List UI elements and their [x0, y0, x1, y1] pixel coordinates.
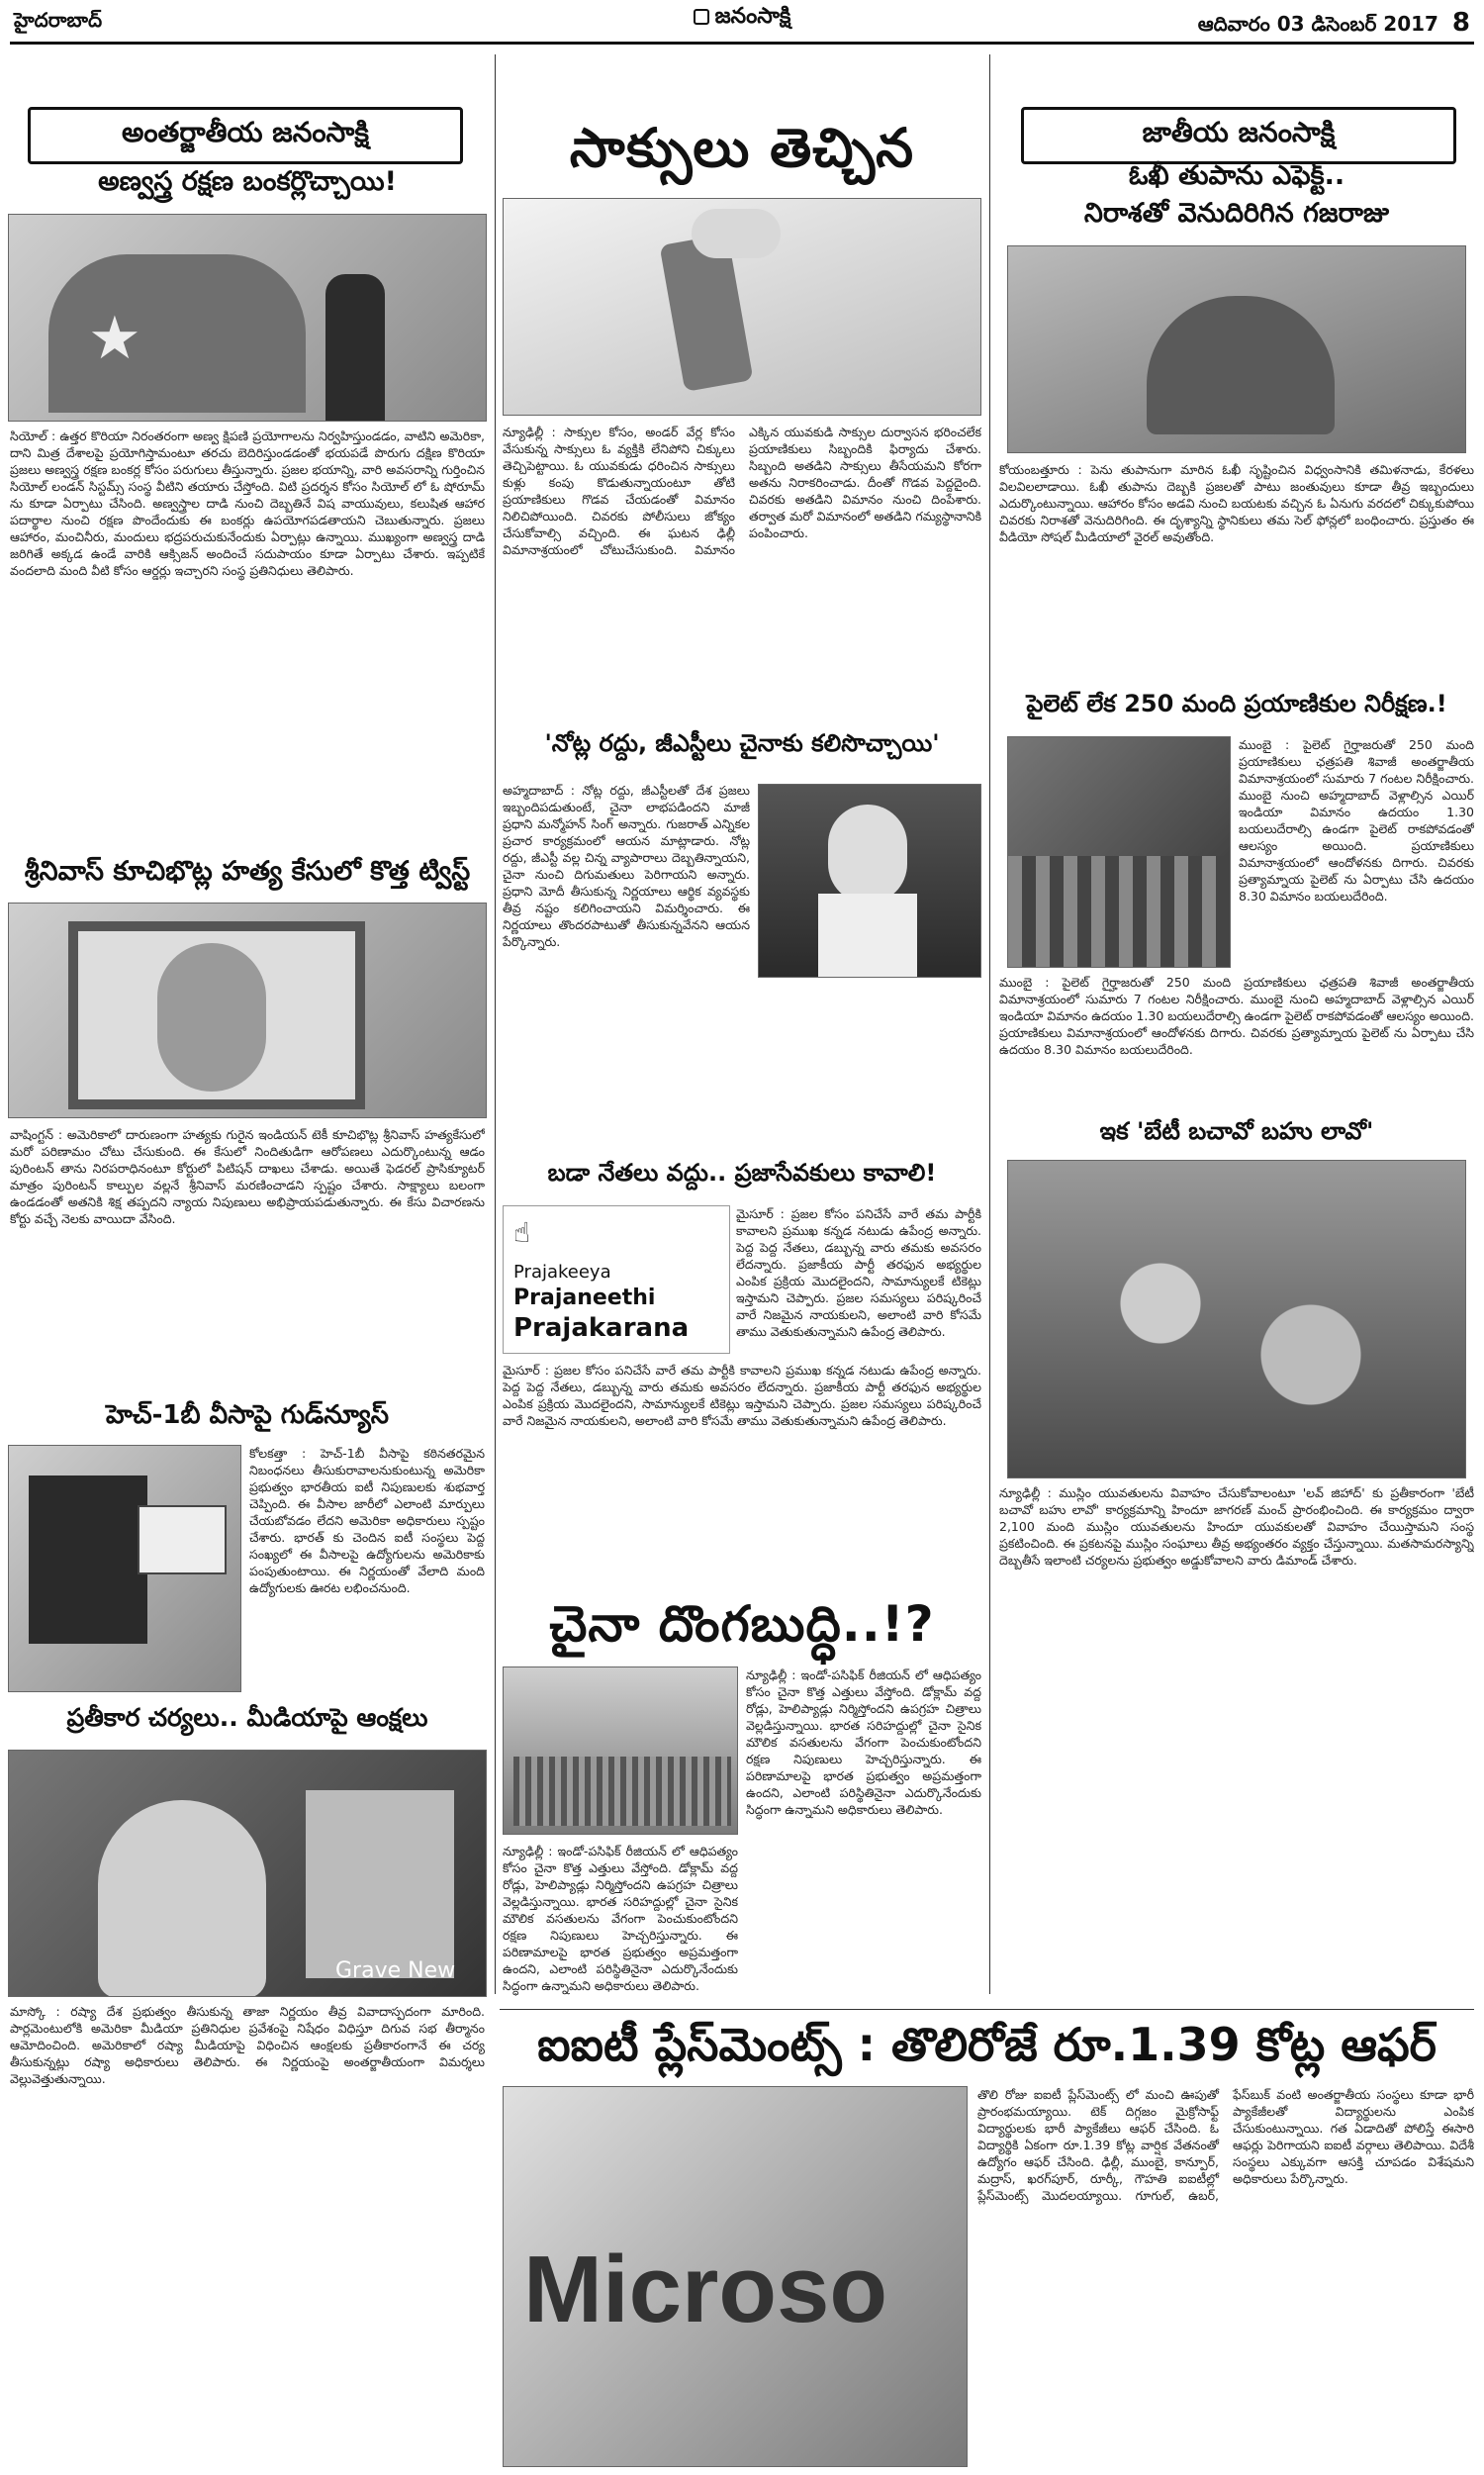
paper-logo-icon	[694, 9, 709, 25]
hand-icon: ☝	[513, 1216, 531, 1249]
lead-body: న్యూఢిల్లీ : సాక్సుల కోసం, అండర్ వేర్ల కోసం వేసుకున్న సాక్సులు ఓ వ్యక్తికి లేనిపోని చిక్కులు తెచ్చిపెట్టాయి. ఓ యువకుడు ధరించిన సాక్సులు కుళ్లు కంపు కొడుతున్నాయంటూ తోటి ప్రయాణికులు గొడవ చేయడంతో విమానం నిలిచిపోయింది. చివరకు పోలీసులు జోక్యం చేసుకోవాల్సి వచ్చింది. ఈ ఘటన ఢిల్లీ విమానాశ్రయంలో చోటుచేసుకుంది. విమానం ఎక్కిన యువకుడి సాక్సుల దుర్వాసన భరించలేక ప్రయాణికులు సిబ్బందికి ఫిర్యాదు చేశారు. సిబ్బంది అతడిని సాక్సులు తీసేయమని కోరగా అతను నిరాకరించాడు. దీంతో గొడవ పెద్దదైంది. చివరకు అతడిని విమానం నుంచి దింపేశారు. తర్వాత మరో విమానంలో అతడిని గమ్యస్థానానికి పంపించారు.	[503, 425, 981, 557]
masthead-paper-name: జనంసాక్షి	[594, 4, 890, 34]
china-body-a: న్యూఢిల్లీ : ఇండో-పసిఫిక్ రీజియన్ లో ఆధిపత్యం కోసం చైనా కొత్త ఎత్తులు వేస్తోంది. డోక్లామ్ వద్ద రోడ్లు, హెలిప్యాడ్లు నిర్మిస్తోందని ఉపగ్రహ చిత్రాలు వెల్లడిస్తున్నాయి. భారత సరిహద్దుల్లో చైనా సైనిక మౌలిక వసతులను వేగంగా పెంచుకుంటోందని రక్షణ నిపుణులు హెచ్చరిస్తున్నారు. ఈ పరిణామాలపై భారత ప్రభుత్వం అప్రమత్తంగా ఉందని, ఎలాంటి పరిస్థితినైనా ఎదుర్కొనేందుకు సిద్ధంగా ఉన్నామని అధికారులు తెలిపారు.	[746, 1667, 981, 1817]
china-body-b: న్యూఢిల్లీ : ఇండో-పసిఫిక్ రీజియన్ లో ఆధిపత్యం కోసం చైనా కొత్త ఎత్తులు వేస్తోంది. డోక్లామ్ వద్ద రోడ్లు, హెలిప్యాడ్లు నిర్మిస్తోందని ఉపగ్రహ చిత్రాలు వెల్లడిస్తున్నాయి. భారత సరిహద్దుల్లో చైనా సైనిక మౌలిక వసతులను వేగంగా పెంచుకుంటోందని రక్షణ నిపుణులు హెచ్చరిస్తున్నారు. ఈ పరిణామాలపై భారత ప్రభుత్వం అప్రమత్తంగా ఉందని, ఎలాంటి పరిస్థితినైనా ఎదుర్కొనేందుకు సిద్ధంగా ఉన్నామని అధికారులు తెలిపారు.	[503, 1844, 738, 1993]
story1-headline: అణ్వస్త్ర రక్షణ బంకర్లొచ్చాయి!	[98, 166, 397, 197]
microsoft-photo	[503, 2086, 968, 2467]
okhi-headline-1: ఓఖీ తుపాను ఎఫెక్ట్..	[1128, 160, 1345, 191]
manmohan-photo	[758, 784, 981, 978]
story2-body: వాషింగ్టన్ : అమెరికాలో దారుణంగా హత్యకు గురైన ఇండియన్ టెకీ కూచిభొట్ల శ్రీనివాస్ హత్యకేసులో మరో పరిణామం చోటు చేసుకుంది. ఈ కేసులో నిందితుడిగా ఆరోపణలు ఎదుర్కొంటున్న ఆడం పురింటన్ తాను నిరపరాధినంటూ కోర్టులో పిటిషన్ దాఖలు చేశాడు. అయితే ఫెడరల్ ప్రాసిక్యూటర్ మాత్రం పురింటన్ కాల్పుల వల్లనే శ్రీనివాస్ మరణించాడని స్పష్టం చేశారు. సాక్ష్యాలు బలంగా ఉండడంతో అతనికి శిక్ష తప్పదని న్యాయ నిపుణులు అభిప్రాయపడుతున్నారు. ఈ కేసు విచారణను కోర్టు వచ్చే నెలకు వాయిదా వేసింది.	[10, 1127, 485, 1226]
microsoft-sign-text: Microso	[523, 2237, 888, 2342]
passport-photo	[8, 1445, 241, 1692]
masthead-rule	[10, 42, 1474, 45]
story-leaders-headline: బడా నేతలు వద్దు.. ప్రజాసేవకులు కావాలి!	[547, 1159, 937, 1187]
beti-headline: ఇక 'బేటీ బచావో బహు లావో'	[1099, 1117, 1374, 1145]
page-number: 8	[1451, 8, 1470, 38]
china-headline: చైనా దొంగబుద్ధి..!?	[549, 1595, 935, 1653]
iit-body: తొలి రోజు ఐఐటీ ప్లేస్‌మెంట్స్ లో మంచి ఊపుతో ప్రారంభమయ్యాయి. టెక్ దిగ్గజం మైక్రోసాఫ్ట్ విద్యార్థులకు భారీ ప్యాకేజీలు ఆఫర్ చేసింది. ఓ విద్యార్థికి ఏకంగా రూ.1.39 కోట్ల వార్షిక వేతనంతో ఉద్యోగం ఆఫర్ చేసింది. ఢిల్లీ, ముంబై, కాన్పూర్, మద్రాస్, ఖరగ్‌పూర్, రూర్కీ, గౌహతి ఐఐటీల్లో ప్లేస్‌మెంట్స్ మొదలయ్యాయి. గూగుల్, ఉబర్, ఫేస్‌బుక్ వంటి అంతర్జాతీయ సంస్థలు కూడా భారీ ప్యాకేజీలతో విద్యార్థులను ఎంపిక చేసుకుంటున్నాయి. గత ఏడాదితో పోలిస్తే ఈసారి ఆఫర్లు పెరిగాయని ఐఐటీ వర్గాలు తెలిపాయి. విదేశీ సంస్థలు ఎక్కువగా ఆసక్తి చూపడం విశేషమని అధికారులు పేర్కొన్నారు.	[977, 2087, 1474, 2203]
masthead-city: హైదరాబాద్	[14, 8, 103, 32]
column-divider	[495, 54, 496, 1994]
elephant-photo	[1007, 245, 1466, 453]
image-caption-text: Grave New	[335, 1958, 456, 1983]
story4-body: మాస్కో : రష్యా దేశ ప్రభుత్వం తీసుకున్న తాజా నిర్ణయం తీవ్ర వివాదాస్పదంగా మారింది. పార్లమెంటులోకి అమెరికా మీడియా ప్రతినిధుల ప్రవేశంపై నిషేధం విధిస్తూ దిగువ సభ తీర్మానం ఆమోదించింది. అమెరికాలో రష్యా మీడియాపై విధించిన ఆంక్షలకు ప్రతీకారంగానే ఈ చర్య తీసుకున్నట్లు రష్యా అధికారులు తెలిపారు. ఈ నిర్ణయంపై అంతర్జాతీయంగా విమర్శలు వెల్లువెత్తుతున్నాయి.	[10, 2004, 485, 2086]
lead-headline: సాక్సులు తెచ్చిన	[569, 117, 915, 179]
bottom-rule	[500, 2009, 1474, 2010]
iit-headline: ఐఐటీ ప్లేస్‌మెంట్స్ : తొలిరోజే రూ.1.39 కోట్ల ఆఫర్	[537, 2018, 1437, 2071]
story4-headline: ప్రతీకార చర్యలు.. మీడియాపై ఆంక్షలు	[66, 1703, 428, 1732]
beti-body: న్యూఢిల్లీ : ముస్లిం యువతులను వివాహం చేసుకోవాలంటూ 'లవ్ జిహాద్' కు ప్రతీకారంగా 'బేటీ బచావో బహు లావో' కార్యక్రమాన్ని హిందూ జాగరణ్ మంచ్ ప్రారంభించింది. ఈ కార్యక్రమం ద్వారా 2,100 మంది ముస్లిం యువతులను హిందూ యువకులతో వివాహం చేయిస్తామని సంస్థ ప్రకటించింది. ఈ ప్రకటనపై ముస్లిం సంఘాలు తీవ్ర అభ్యంతరం వ్యక్తం చేస్తున్నాయి. మతసామరస్యాన్ని దెబ్బతీసే ఇలాంటి చర్యలను ప్రభుత్వం అడ్డుకోవాలని వారు డిమాండ్ చేశారు.	[999, 1485, 1474, 1568]
logo-line-2: Prajaneethi	[513, 1285, 656, 1310]
okhi-body: కోయంబత్తూరు : పెను తుపానుగా మారిన ఓఖీ సృష్టించిన విధ్వంసానికి తమిళనాడు, కేరళలు విలవిలలాడాయి. ఓఖీ తుపాను దెబ్బకి ప్రజలతో పాటు జంతువులు కూడా తీవ్ర ఇబ్బందులు ఎదుర్కొంటున్నాయి. ఆహారం కోసం అడవి నుంచి బయటకు వచ్చిన ఓ ఏనుగు వరదలో చిక్కుకుపోయి చివరకు నిరాశతో వెనుదిరిగింది. ఈ దృశ్యాన్ని స్థానికులు తమ సెల్ ఫోన్లలో బంధించారు. ప్రస్తుతం ఈ వీడియో సోషల్ మీడియాలో వైరల్ అవుతోంది.	[999, 462, 1474, 544]
story-notes-body: అహ్మదాబాద్ : నోట్ల రద్దు, జీఎస్టీలతో దేశ ప్రజలు ఇబ్బందిపడుతుంటే, చైనా లాభపడిందని మాజీ ప్రధాని మన్మోహన్ సింగ్ అన్నారు. గుజరాత్ ఎన్నికల ప్రచార కార్యక్రమంలో ఆయన మాట్లాడారు. నోట్ల రద్దు, జీఎస్టీ వల్ల చిన్న వ్యాపారాలు దెబ్బతిన్నాయని, చైనా నుంచి దిగుమతులు పెరిగాయని అన్నారు. ప్రధాని మోదీ తీసుకున్న నిర్ణయాలు ఆర్థిక వ్యవస్థకు తీవ్ర నష్టం కలిగించాయని విమర్శించారు. ఈ నిర్ణయాలు తొందరపాటుతో తీసుకున్నవేనని ఆయన పేర్కొన్నారు.	[503, 783, 750, 949]
prajakeeya-logo	[503, 1205, 730, 1354]
story1-body: సియోల్ : ఉత్తర కొరియా నిరంతరంగా అణ్వ క్షిపణి ప్రయోగాలను నిర్వహిస్తుండడం, వాటిని అమెరికా, దాని మిత్ర దేశాలపై ప్రయోగిస్తామంటూ తరచు బెదిరిస్తుండడంతో భయపడే పొరుగు దక్షిణ కొరియా ప్రజలు అణ్వస్త్ర రక్షణ బంకర్ల కోసం పరుగులు తీస్తున్నారు. ప్రజల భయాన్ని, వారి అవసరాన్ని గుర్తించిన సియోల్ లండన్ సిస్టమ్స్ సంస్థ వీటిని తయారు చేస్తోంది. విటి ప్రదర్శన కోసం సియోల్ లో ఓ షోరూమ్ ను కూడా ఏర్పాటు చేసింది. అణ్వస్త్రాల దాడి నుంచి దెబ్బతినే విష వాయువులు, కలుషిత ఆహార పదార్థాల నుంచి రక్షణ పొందేందుకు ఈ బంకర్లు ఉపయోగపడతాయని చెబుతున్నారు. ప్రజలు ఆహారం, మంచినీరు, మందులు భద్రపరుచుకునేందుకు ఏర్పాట్లు ఉన్నాయి. ముఖ్యంగా అణ్వస్త్ర దాడి జరిగితే అక్కడ ఉండే వారికి ఆక్సిజన్ అందించే సదుపాయం కూడా ఏర్పాటు చేశారు. ఇప్పటికే వందలాది మంది వీటి కోసం ఆర్డర్లు ఇచ్చారని సంస్థ ప్రతినిధులు తెలిపారు.	[10, 428, 485, 578]
pilet-body-a: ముంబై : పైలెట్ గైర్హాజరుతో 250 మంది ప్రయాణికులు ఛత్రపతి శివాజీ అంతర్జాతీయ విమానాశ్రయంలో సుమారు 7 గంటల నిరీక్షించారు. ముంబై నుంచి అహ్మదాబాద్ వెళ్లాల్సిన ఎయిర్ ఇండియా విమానం ఉదయం 1.30 బయలుదేరాల్సి ఉండగా పైలెట్ రాకపోవడంతో ఆలస్యం అయింది. ప్రయాణికులు విమానాశ్రయంలో ఆందోళనకు దిగారు. చివరకు ప్రత్యామ్నాయ పైలెట్ ను ఏర్పాటు చేసి ఉదయం 8.30 విమానం బయలుదేరింది.	[1239, 737, 1474, 904]
socks-photo	[503, 198, 981, 416]
column-divider	[989, 54, 990, 1994]
srinivas-portrait-photo	[8, 903, 487, 1118]
bunker-photo	[8, 214, 487, 422]
okhi-headline-2: నిరాశతో వెనుదిరిగిన గజరాజు	[1083, 198, 1390, 229]
masthead-date: ఆదివారం 03 డిసెంబర్ 2017 8	[1197, 8, 1470, 38]
logo-line-1: Prajakeeya	[513, 1262, 611, 1283]
story-leaders-body-b: మైసూర్ : ప్రజల కోసం పనిచేసే వారే తమ పార్టీకి కావాలని ప్రముఖ కన్నడ నటుడు ఉపేంద్ర అన్నారు. పెద్ద పెద్ద నేతలు, డబ్బున్న వారు తమకు అవసరం లేదన్నారు. ప్రజాకీయ పార్టీ తరఫున అభ్యర్థుల ఎంపిక ప్రక్రియ మొదలైందని, సామాన్యులకే టికెట్లు ఇస్తామని చెప్పారు. ప్రజల సమస్యలు పరిష్కరించే వారే నిజమైన నాయకులని, అలాంటి వారి కోసమే తాము వెతుకుతున్నామని ఉపేంద్ర తెలిపారు.	[503, 1363, 981, 1428]
section-international: అంతర్జాతీయ జనంసాక్షి	[28, 107, 463, 164]
story3-body: కోలకత్తా : హెచ్-1బీ వీసాపై కఠినతరమైన నిబంధనలు తీసుకురావాలనుకుంటున్న అమెరికా ప్రభుత్వం భారతీయ ఐటీ నిపుణులకు శుభవార్త చెప్పింది. ఈ వీసాల జారీలో ఎలాంటి మార్పులు చేయబోవడం లేదని అమెరికా అధికారులు స్పష్టం చేశారు. భారత్ కు చెందిన ఐటీ సంస్థలు పెద్ద సంఖ్యలో ఈ వీసాలపై ఉద్యోగులను అమెరికాకు పంపుతుంటాయి. ఈ నిర్ణయంతో వేలాది మంది ఉద్యోగులకు ఊరట లభించనుంది.	[249, 1446, 485, 1595]
china-aerial-photo	[503, 1666, 738, 1835]
airport-crowd-photo	[1007, 736, 1231, 968]
story3-headline: హెచ్-1బీ వీసాపై గుడ్‌న్యూస్	[106, 1400, 389, 1430]
pilet-body-b: ముంబై : పైలెట్ గైర్హాజరుతో 250 మంది ప్రయాణికులు ఛత్రపతి శివాజీ అంతర్జాతీయ విమానాశ్రయంలో సుమారు 7 గంటల నిరీక్షించారు. ముంబై నుంచి అహ్మదాబాద్ వెళ్లాల్సిన ఎయిర్ ఇండియా విమానం ఉదయం 1.30 బయలుదేరాల్సి ఉండగా పైలెట్ రాకపోవడంతో ఆలస్యం అయింది. ప్రయాణికులు విమానాశ్రయంలో ఆందోళనకు దిగారు. చివరకు ప్రత్యామ్నాయ పైలెట్ ను ఏర్పాటు చేసి ఉదయం 8.30 విమానం బయలుదేరింది.	[999, 975, 1474, 1057]
bride-photo	[1007, 1160, 1466, 1478]
story-notes-headline: 'నోట్ల రద్దు, జీఎస్టీలు చైనాకు కలిసొచ్చాయి'	[544, 729, 940, 757]
story-leaders-body-a: మైసూర్ : ప్రజల కోసం పనిచేసే వారే తమ పార్టీకి కావాలని ప్రముఖ కన్నడ నటుడు ఉపేంద్ర అన్నారు. పెద్ద పెద్ద నేతలు, డబ్బున్న వారు తమకు అవసరం లేదన్నారు. ప్రజాకీయ పార్టీ తరఫున అభ్యర్థుల ఎంపిక ప్రక్రియ మొదలైందని, సామాన్యులకే టికెట్లు ఇస్తామని చెప్పారు. ప్రజల సమస్యలు పరిష్కరించే వారే నిజమైన నాయకులని, అలాంటి వారి కోసమే తాము వెతుకుతున్నామని ఉపేంద్ర తెలిపారు.	[736, 1206, 981, 1339]
star-icon: ★	[88, 304, 141, 373]
story2-headline: శ్రీనివాస్ కూచిభొట్ల హత్య కేసులో కొత్త ట్విస్ట్	[24, 856, 471, 887]
section-national: జాతీయ జనంసాక్షి	[1021, 107, 1456, 164]
logo-line-3: Prajakarana	[513, 1313, 690, 1343]
pilet-headline: పైలెట్ లేక 250 మంది ప్రయాణికుల నిరీక్షణ.!	[1026, 690, 1447, 717]
putin-trump-photo	[8, 1750, 487, 1997]
